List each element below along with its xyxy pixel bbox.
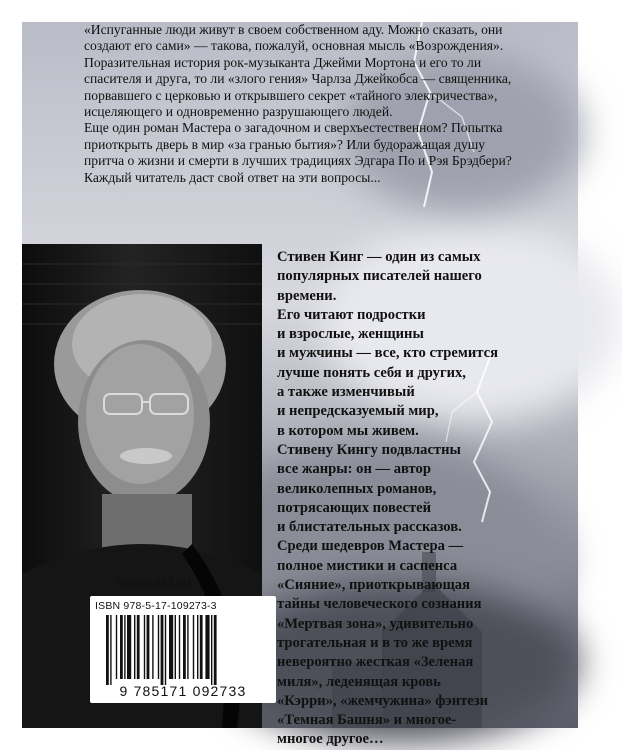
bio-line: «Темная Башня» и многое- [277,712,457,729]
bio-line: а также изменчивый [277,384,415,401]
bio-line: миля», леденящая кровь [277,673,441,690]
barcode-bar [110,615,111,685]
barcode-bar [205,615,209,679]
barcode-bar [127,615,131,679]
bio-line: тайны человеческого сознания [277,596,482,613]
barcode-bar [187,615,188,679]
bio-line: и взрослые, женщины [277,326,424,343]
barcode-bar [116,615,117,679]
barcode-bar [193,615,194,679]
intro-text [84,22,524,186]
bio-line: трогательная и в то же время [277,634,473,651]
barcode-bar [214,615,217,685]
barcode-bar [183,615,186,679]
bio-line: «Мертвая зона», удивительно [277,615,474,632]
barcode-bar [144,615,145,679]
bio-line: великолепных романов, [277,480,437,497]
bio-line: невероятно жесткая «Зеленая [277,654,474,671]
bio-line: и мужчины — все, кто стремится [277,345,498,362]
bio-line: популярных писателей нашего [277,268,482,285]
bio-line: и непредсказуемый мир, [277,403,439,420]
bio-line: Среди шедевров Мастера — [277,538,464,555]
author-bio [277,248,577,750]
barcode-bar [137,615,140,679]
barcode-bar [179,615,180,679]
barcode-bar [175,615,176,679]
barcode-bar [106,615,109,685]
isbn-text: ISBN 978-5-17-109273-3 [95,600,217,612]
publisher-url[interactable]: www.ast.ru [117,574,192,590]
intro-paragraph: Поразительная история рок-музыканта Джейми Мортона и его то ли спасителя и друга, то ли «злого гения» Чарлза Джейкобса — священника, порвавшего с церковью и открывшего секрет «тайного электричества», исцеляющего и одновременно разрушающего людей. [84,54,512,120]
barcode-bar [161,615,164,685]
bio-line: Стивен Кинг — один из самых [277,249,481,265]
barcode-bar [134,615,135,679]
barcode-bar [200,615,203,679]
bio-line: и блистательных рассказов. [277,519,462,536]
bio-line: времени. [277,287,337,304]
barcode-bar [169,615,173,679]
bio-line: многое другое… [277,731,384,748]
barcode-number: 9 785171 092733 [119,683,247,699]
intro-paragraph: Еще один роман Мастера о загадочном и сверхъестественном? Попытка приоткрыть дверь в мир «за гранью бытия»? Или будоражащая душу притча о жизни и смерти в лучших традициях Эдгара По и Рэя Брэдбери? Каждый читатель даст свой ответ на эти вопросы... [84,120,512,185]
bio-line: «Кэрри», «жемчужина» фэнтези [277,692,489,709]
barcode-bar [211,615,212,685]
barcode-bar [120,615,123,679]
barcode-bar [147,615,150,679]
bio-line: все жанры: он — автор [277,461,431,478]
barcode-icon [106,615,266,685]
barcode-bar [165,615,166,685]
barcode-bar [158,615,159,679]
bio-line: Его читают подростки [277,306,426,323]
barcode-bar [124,615,125,679]
bio-line: лучше понять себя и других, [277,364,466,381]
bio-line: в котором мы живем. [277,422,419,439]
barcode-bar [152,615,153,679]
back-cover [22,22,578,748]
bio-line: потрясающих повестей [277,499,432,516]
bio-line: «Сияние», приоткрывающая [277,577,470,594]
barcode-bar [197,615,198,679]
intro-paragraph: «Испуганные люди живут в своем собственном аду. Можно сказать, они создают его сами» — такова, пожалуй, основная мысль «Возрождения». [84,22,504,54]
bio-line: Стивену Кингу подвластны [277,441,461,458]
bio-line: полное мистики и саспенса [277,557,458,574]
